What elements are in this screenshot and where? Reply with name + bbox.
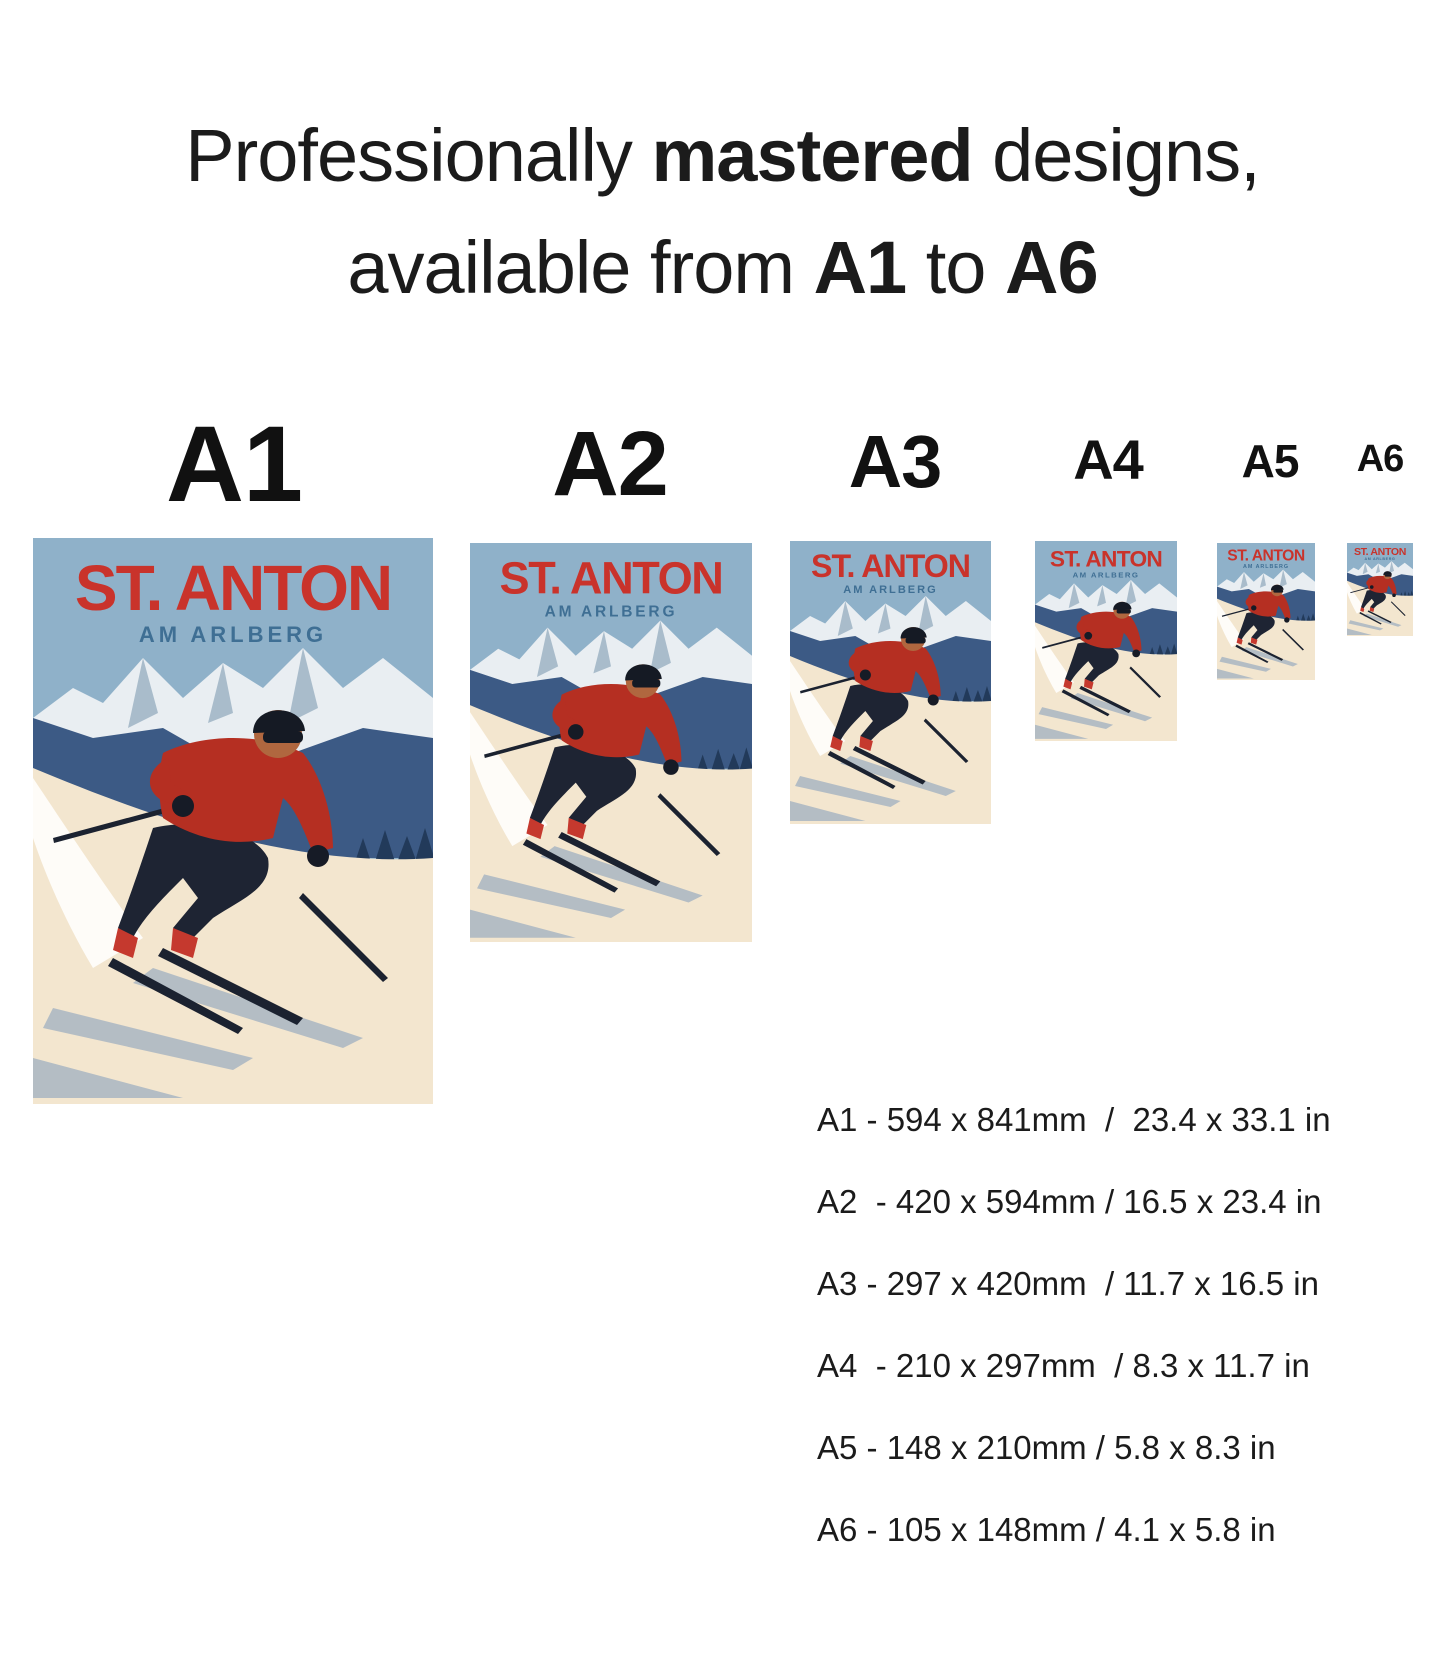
headline: [0, 100, 1445, 324]
poster-title: ST. ANTON: [811, 548, 970, 584]
poster-artwork: [1217, 543, 1315, 680]
poster-glove: [1392, 593, 1396, 597]
size-label-a1: A1: [165, 403, 303, 524]
poster-artwork: [790, 541, 991, 824]
poster-glove: [1084, 632, 1092, 640]
size-label-a2: A2: [552, 413, 668, 515]
poster-artwork: [1035, 541, 1177, 741]
dimension-row-a1: A1 - 594 x 841mm / 23.4 x 33.1 in: [817, 1101, 1331, 1138]
poster-glove: [1132, 649, 1140, 657]
poster-subtitle: AM ARLBERG: [1364, 557, 1396, 562]
poster-artwork: [470, 543, 752, 942]
poster-goggles: [1385, 575, 1392, 577]
poster-artwork: [33, 538, 433, 1104]
size-label-a3: A3: [848, 420, 942, 503]
dimension-row-a5: A5 - 148 x 210mm / 5.8 x 8.3 in: [817, 1429, 1276, 1466]
poster-glove: [1251, 605, 1256, 610]
headline-bold-text: A6: [1005, 226, 1098, 309]
size-label-a4: A4: [1073, 428, 1143, 491]
poster-title: ST. ANTON: [499, 552, 723, 604]
poster-glove: [172, 795, 194, 817]
poster-glove: [1370, 585, 1374, 589]
dimension-row-a6: A6 - 105 x 148mm / 4.1 x 5.8 in: [817, 1511, 1276, 1548]
poster-a5: [1217, 543, 1315, 680]
poster-a2: [470, 543, 752, 942]
poster-goggles: [1273, 590, 1283, 593]
poster-subtitle: AM ARLBERG: [138, 622, 328, 647]
poster-title: ST. ANTON: [1227, 547, 1305, 565]
poster-goggles: [906, 638, 926, 644]
poster-title: ST. ANTON: [1353, 545, 1407, 558]
headline-line-1: [0, 100, 1445, 212]
headline-text: available from: [347, 226, 814, 309]
headline-bold-text: mastered: [651, 114, 973, 197]
poster-glove: [1284, 617, 1289, 622]
size-label-a5: A5: [1241, 435, 1299, 487]
dimension-row-a3: A3 - 297 x 420mm / 11.7 x 16.5 in: [817, 1265, 1319, 1302]
headline-text: to: [906, 226, 1006, 309]
poster-a3: [790, 541, 991, 824]
poster-subtitle: AM ARLBERG: [843, 584, 938, 596]
headline-text: designs,: [972, 114, 1260, 197]
poster-glove: [663, 759, 679, 775]
poster-glove: [860, 670, 871, 681]
poster-title: ST. ANTON: [1049, 545, 1163, 572]
poster-title: ST. ANTON: [74, 552, 392, 624]
poster-a6: [1347, 543, 1413, 636]
poster-goggles: [263, 731, 303, 743]
headline-line-2: [0, 212, 1445, 324]
dimension-row-a4: A4 - 210 x 297mm / 8.3 x 11.7 in: [817, 1347, 1310, 1384]
dimension-row-a2: A2 - 420 x 594mm / 16.5 x 23.4 in: [817, 1183, 1322, 1220]
poster-a4: [1035, 541, 1177, 741]
poster-glove: [307, 845, 329, 867]
poster-subtitle: AM ARLBERG: [544, 603, 678, 621]
size-label-a6: A6: [1356, 438, 1404, 480]
poster-subtitle: AM ARLBERG: [1242, 564, 1290, 571]
headline-text: Professionally: [185, 114, 652, 197]
dimensions-list: [817, 1100, 1331, 1592]
poster-goggles: [632, 679, 660, 687]
poster-glove: [928, 695, 939, 706]
poster-goggles: [1117, 609, 1131, 613]
headline-bold-text: A1: [813, 226, 907, 309]
poster-subtitle: AM ARLBERG: [1072, 570, 1140, 580]
poster-glove: [568, 724, 584, 740]
poster-artwork: [1347, 543, 1413, 636]
poster-a1: [33, 538, 433, 1104]
